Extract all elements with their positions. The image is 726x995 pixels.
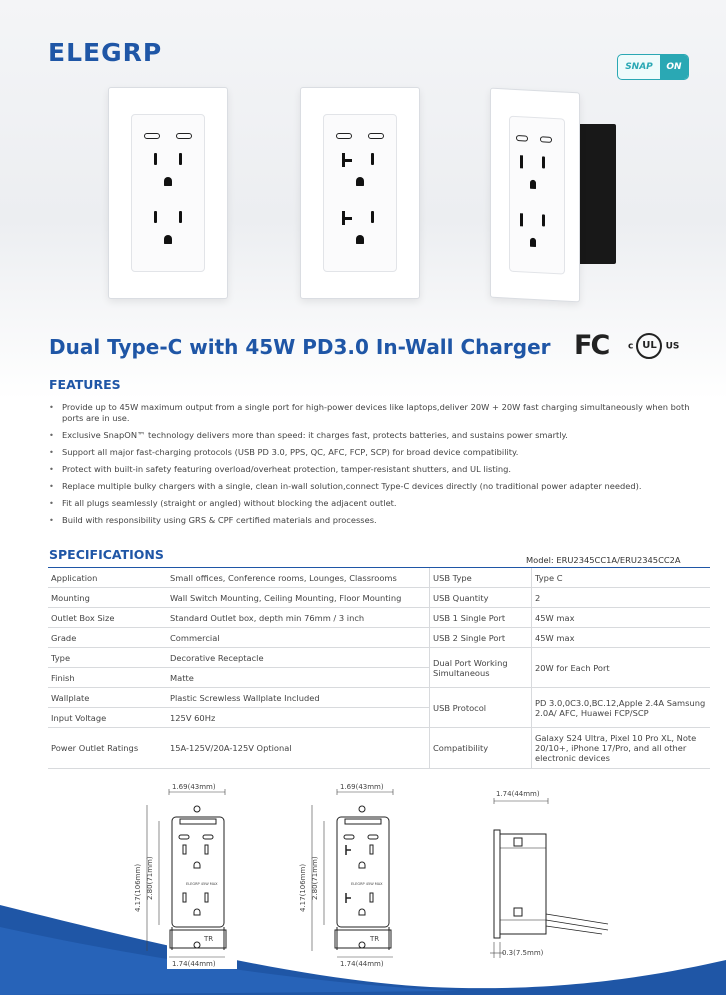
spec-label: Type — [48, 648, 167, 668]
features-heading: FEATURES — [49, 377, 121, 392]
outlet-slot-icon — [179, 153, 182, 165]
snapon-badge — [617, 54, 689, 80]
tr-mark: TR — [204, 935, 214, 943]
dimension-label: 4.17(106mm) — [134, 863, 142, 912]
spec-value: Plastic Screwless Wallplate Included — [167, 688, 430, 708]
product-title: Dual Type-C with 45W PD3.0 In-Wall Charger — [49, 335, 551, 359]
table-row — [48, 728, 710, 769]
spec-label: USB 1 Single Port — [430, 608, 532, 628]
dimension-label: 1.69(43mm) — [172, 783, 216, 791]
feature-item: • Provide up to 45W maximum output from a single port for high-power devices like laptops,deliver 20W + 20W fast charging simultaneously when both ports are in use. — [48, 402, 712, 423]
dimension-label: 1.74(44mm) — [172, 960, 216, 968]
specifications-table — [48, 568, 710, 769]
product-image-15a — [108, 87, 228, 299]
spec-label: Dual Port Working Simultaneous — [430, 648, 532, 688]
spec-label: Outlet Box Size — [48, 608, 167, 628]
usb-c-port-icon — [368, 133, 384, 139]
spec-label: Power Outlet Ratings — [48, 728, 167, 769]
spec-value: Matte — [167, 668, 430, 688]
feature-item: • Support all major fast-charging protocols (USB PD 3.0, PPS, QC, AFC, FCP, SCP) for broad device compatibility. — [48, 447, 712, 458]
receptacle-label-text: ELEGRP 45W MAX — [351, 882, 383, 886]
front-drawing-svg — [142, 785, 242, 975]
ground-hole-icon — [530, 180, 536, 189]
spec-label: USB 2 Single Port — [430, 628, 532, 648]
usb-c-port-icon — [144, 133, 160, 139]
spec-label: Input Voltage — [48, 708, 167, 728]
usb-c-port-icon — [516, 135, 528, 142]
spec-label: USB Type — [430, 568, 532, 588]
spec-label: Compatibility — [430, 728, 532, 769]
spec-value: Galaxy S24 Ultra, Pixel 10 Pro XL, Note 20/10+, iPhone 17/Pro, and all other electronic devices — [532, 728, 711, 769]
ul-c-mark: c — [628, 341, 634, 352]
feature-item: • Replace multiple bulky chargers with a single, clean in-wall solution,connect Type-C devices directly (no traditional power adapter needed). — [48, 481, 712, 492]
receptacle-label-text: ELEGRP 45W MAX — [186, 882, 218, 886]
spec-value: Standard Outlet box, depth min 76mm / 3 inch — [167, 608, 430, 628]
ground-hole-icon — [356, 177, 364, 186]
features-list — [48, 402, 712, 532]
spec-value: 125V 60Hz — [167, 708, 430, 728]
receptacle-face — [323, 114, 397, 272]
spec-value: Commercial — [167, 628, 430, 648]
table-row — [48, 688, 710, 708]
spec-value: Type C — [532, 568, 711, 588]
spec-value: PD 3.0,0C3.0,BC.12,Apple 2.4A Samsung 2.0A/ AFC, Huawei FCP/SCP — [532, 688, 711, 728]
ul-circle-mark: UL — [636, 333, 662, 359]
outlet-slot-icon — [154, 211, 157, 223]
brand-logo: ELEGRP — [48, 38, 163, 67]
spec-label: USB Protocol — [430, 688, 532, 728]
side-drawing — [480, 790, 620, 970]
outlet-slot-t-icon — [520, 155, 523, 168]
spec-value: 2 — [532, 588, 711, 608]
dimension-label: 2.80(71mm) — [146, 856, 154, 900]
outlet-slot-icon — [371, 211, 374, 223]
dimension-label: 1.74(44mm) — [340, 960, 384, 968]
table-row — [48, 568, 710, 588]
usb-c-port-icon — [176, 133, 192, 139]
spec-value: 15A-125V/20A-125V Optional — [167, 728, 430, 769]
snapon-badge-left: SNAP — [625, 62, 653, 72]
outlet-slot-t-icon — [342, 217, 352, 220]
product-image-angled — [490, 88, 580, 303]
back-box — [576, 124, 616, 264]
snapon-badge-right: ON — [660, 55, 688, 79]
spec-label: Finish — [48, 668, 167, 688]
spec-value: 20W for Each Port — [532, 648, 711, 688]
receptacle-face — [131, 114, 205, 272]
usb-c-port-icon — [336, 133, 352, 139]
usb-c-port-icon — [540, 136, 552, 143]
product-image-20a — [300, 87, 420, 299]
outlet-slot-icon — [542, 214, 545, 226]
table-row — [48, 608, 710, 628]
spec-label: Grade — [48, 628, 167, 648]
ul-listing-logo — [628, 333, 679, 359]
dimension-label: 1.74(44mm) — [496, 790, 540, 798]
spec-value: 45W max — [532, 628, 711, 648]
outlet-slot-t-icon — [520, 213, 523, 226]
receptacle-face — [509, 116, 565, 275]
spec-label: USB Quantity — [430, 588, 532, 608]
ground-hole-icon — [164, 177, 172, 186]
spec-label: Application — [48, 568, 167, 588]
dimension-label: 4.17(106mm) — [299, 863, 307, 912]
dimension-label: 0.3(7.5mm) — [502, 949, 544, 957]
outlet-slot-icon — [179, 211, 182, 223]
spec-value: 45W max — [532, 608, 711, 628]
front-drawing-15a — [134, 783, 242, 975]
feature-item: • Build with responsibility using GRS & CPF certified materials and processes. — [48, 515, 712, 526]
ground-hole-icon — [164, 235, 172, 244]
ground-hole-icon — [530, 238, 536, 247]
spec-value: Small offices, Conference rooms, Lounges, Classrooms — [167, 568, 430, 588]
side-drawing-svg — [480, 790, 620, 970]
feature-item: • Exclusive SnapON™ technology delivers more than speed: it charges fast, protects batteries, and sustains power smartly. — [48, 430, 712, 441]
front-drawing-20a — [300, 785, 400, 975]
dimension-label: 1.69(43mm) — [340, 783, 384, 791]
ground-hole-icon — [356, 235, 364, 244]
spec-value: Decorative Receptacle — [167, 648, 430, 668]
fcc-logo: FC — [574, 330, 609, 361]
outlet-slot-icon — [154, 153, 157, 165]
table-row — [48, 628, 710, 648]
tr-mark: TR — [370, 935, 380, 943]
dimension-label: 2.80(71mm) — [311, 856, 319, 900]
feature-item: • Fit all plugs seamlessly (straight or angled) without blocking the adjacent outlet. — [48, 498, 712, 509]
table-row — [48, 648, 710, 668]
spec-label: Mounting — [48, 588, 167, 608]
spec-value: Wall Switch Mounting, Ceiling Mounting, Floor Mounting — [167, 588, 430, 608]
outlet-slot-icon — [371, 153, 374, 165]
spec-label: Wallplate — [48, 688, 167, 708]
ul-us-mark: US — [665, 341, 680, 352]
specifications-heading: SPECIFICATIONS — [49, 547, 164, 562]
outlet-slot-icon — [542, 156, 545, 168]
table-row — [48, 588, 710, 608]
model-number: Model: ERU2345CC1A/ERU2345CC2A — [526, 555, 681, 565]
feature-item: • Protect with built-in safety featuring overload/overheat protection, tamper-resistant shutters, and UL listing. — [48, 464, 712, 475]
outlet-slot-t-icon — [342, 159, 352, 162]
